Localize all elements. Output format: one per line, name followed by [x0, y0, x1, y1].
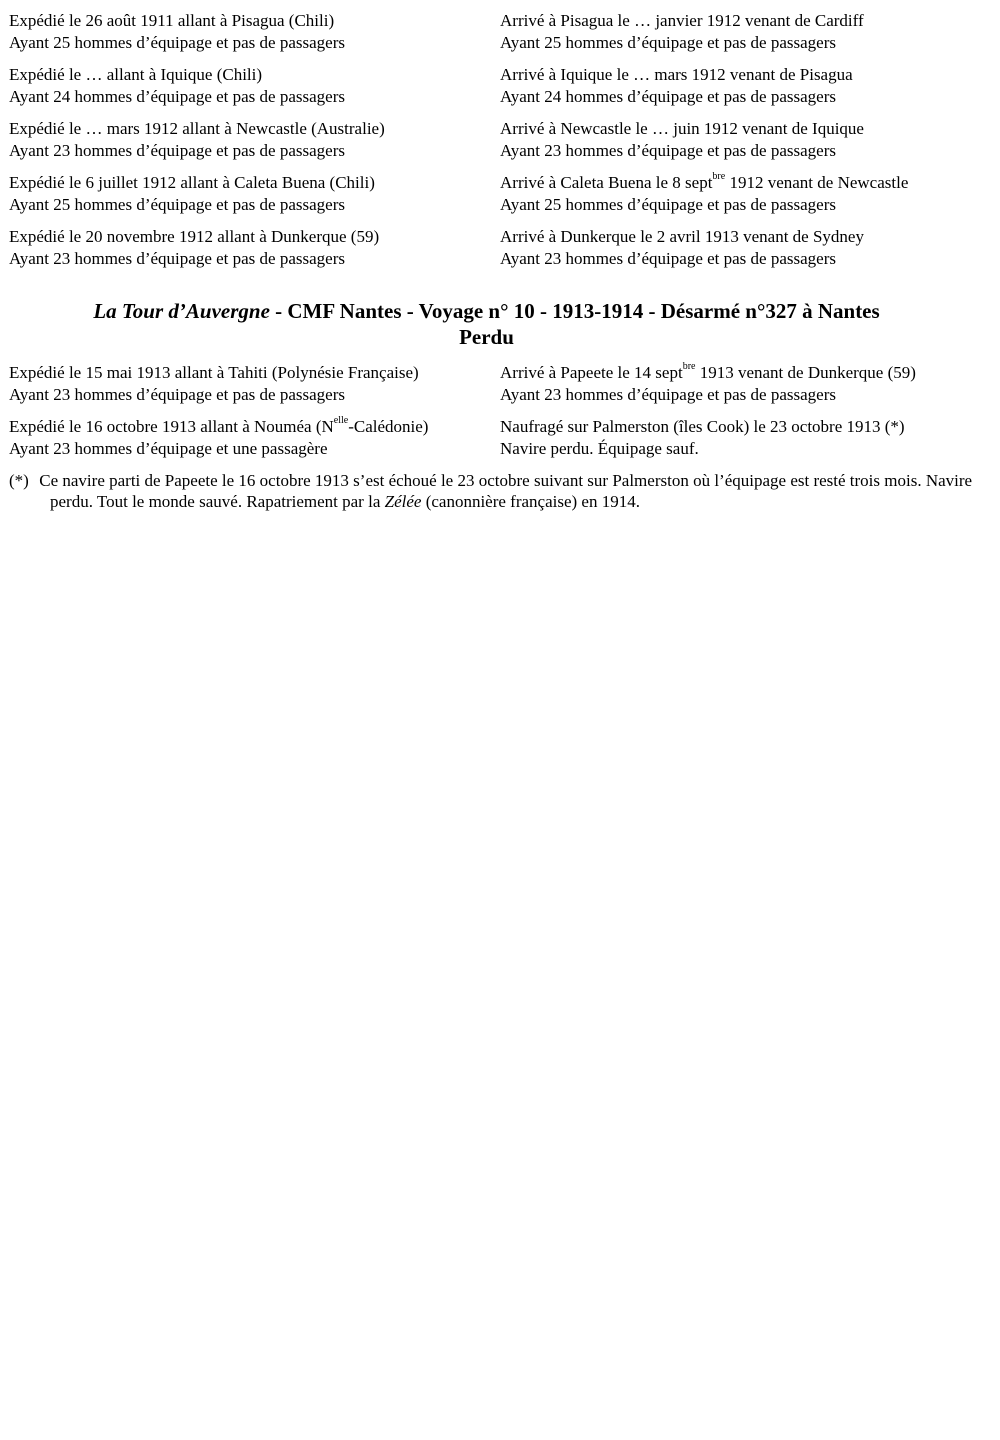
arrival-text-end: 1912 venant de Newcastle — [725, 173, 909, 192]
arrival-text — [500, 172, 984, 194]
departure-text-start: Expédié le 16 octobre 1913 allant à Nouméa (N — [9, 417, 334, 436]
previous-voyage-table — [9, 10, 984, 270]
abbrev-superscript: elle — [333, 415, 349, 427]
departure-crew: Ayant 25 hommes d’équipage et pas de passagers — [9, 195, 345, 214]
arrival-text-start: Arrivé à Caleta Buena le 8 sept — [500, 173, 713, 192]
voyage-heading — [9, 298, 964, 350]
footnote-text-start: Ce navire parti de Papeete le 16 octobre 1913 s’est échoué le 23 octobre suivant sur Palmerston où l’équipage est resté trois mois. Navire perdu. Tout le monde sauvé. Rapatriement par la — [39, 471, 973, 511]
arrival-text: Arrivé à Iquique le … mars 1912 venant de Pisagua — [500, 65, 853, 84]
departure-entry — [9, 172, 500, 216]
arrival-entry — [500, 118, 984, 162]
arrival-text: Arrivé à Pisagua le … janvier 1912 venant de Cardiff — [500, 11, 864, 30]
shipwreck-outcome: Navire perdu. Équipage sauf. — [500, 439, 699, 458]
departure-text: Expédié le 26 août 1911 allant à Pisagua (Chili) — [9, 11, 335, 30]
departure-entry — [9, 416, 500, 460]
footnote-text-end: (canonnière française) en 1914. — [421, 492, 640, 511]
voyage-heading-details: - CMF Nantes - Voyage n° 10 - 1913-1914 - Désarmé n°327 à Nantes — [269, 299, 880, 323]
document-page — [9, 10, 984, 512]
departure-entry — [9, 362, 500, 406]
footnote — [9, 470, 1000, 512]
voyage-10-table — [9, 362, 984, 460]
departure-entry — [9, 10, 500, 54]
departure-crew: Ayant 23 hommes d’équipage et pas de passagers — [9, 141, 345, 160]
arrival-crew: Ayant 23 hommes d’équipage et pas de passagers — [500, 141, 836, 160]
shipwreck-text: Naufragé sur Palmerston (îles Cook) le 23 octobre 1913 (*) — [500, 417, 905, 436]
footnote-ship-name: Zélée — [384, 492, 422, 511]
arrival-crew: Ayant 25 hommes d’équipage et pas de passagers — [500, 33, 836, 52]
arrival-text-end: 1913 venant de Dunkerque (59) — [695, 363, 916, 382]
arrival-entry — [500, 226, 984, 270]
arrival-text — [500, 362, 984, 384]
month-abbrev-superscript: bre — [682, 361, 696, 373]
arrival-entry — [500, 172, 984, 216]
departure-text-end: -Calédonie) — [348, 417, 429, 436]
departure-crew: Ayant 24 hommes d’équipage et pas de passagers — [9, 87, 345, 106]
arrival-crew: Ayant 23 hommes d’équipage et pas de passagers — [500, 385, 836, 404]
shipwreck-entry — [500, 416, 984, 460]
departure-crew: Ayant 23 hommes d’équipage et pas de passagers — [9, 249, 345, 268]
arrival-crew: Ayant 23 hommes d’équipage et pas de passagers — [500, 249, 836, 268]
ship-name: La Tour d’Auvergne — [93, 299, 270, 323]
departure-crew: Ayant 23 hommes d’équipage et pas de passagers — [9, 385, 345, 404]
departure-entry — [9, 64, 500, 108]
voyage-heading-line2: Perdu — [459, 325, 514, 349]
footnote-mark: (*) — [9, 471, 29, 490]
voyage-heading-line1 — [9, 298, 964, 324]
arrival-entry — [500, 64, 984, 108]
departure-text: Expédié le … allant à Iquique (Chili) — [9, 65, 263, 84]
departure-crew: Ayant 25 hommes d’équipage et pas de passagers — [9, 33, 345, 52]
arrival-text: Arrivé à Newcastle le … juin 1912 venant de Iquique — [500, 119, 864, 138]
arrival-text: Arrivé à Dunkerque le 2 avril 1913 venant de Sydney — [500, 227, 864, 246]
arrival-crew: Ayant 25 hommes d’équipage et pas de passagers — [500, 195, 836, 214]
departure-entry — [9, 226, 500, 270]
arrival-entry — [500, 10, 984, 54]
arrival-entry — [500, 362, 984, 406]
departure-text: Expédié le 15 mai 1913 allant à Tahiti (Polynésie Française) — [9, 363, 419, 382]
departure-entry — [9, 118, 500, 162]
departure-crew: Ayant 23 hommes d’équipage et une passagère — [9, 439, 328, 458]
departure-text: Expédié le … mars 1912 allant à Newcastle (Australie) — [9, 119, 385, 138]
departure-text — [9, 416, 500, 438]
departure-text: Expédié le 20 novembre 1912 allant à Dunkerque (59) — [9, 227, 380, 246]
arrival-crew: Ayant 24 hommes d’équipage et pas de passagers — [500, 87, 836, 106]
month-abbrev-superscript: bre — [712, 171, 726, 183]
departure-text: Expédié le 6 juillet 1912 allant à Caleta Buena (Chili) — [9, 173, 375, 192]
arrival-text-start: Arrivé à Papeete le 14 sept — [500, 363, 683, 382]
